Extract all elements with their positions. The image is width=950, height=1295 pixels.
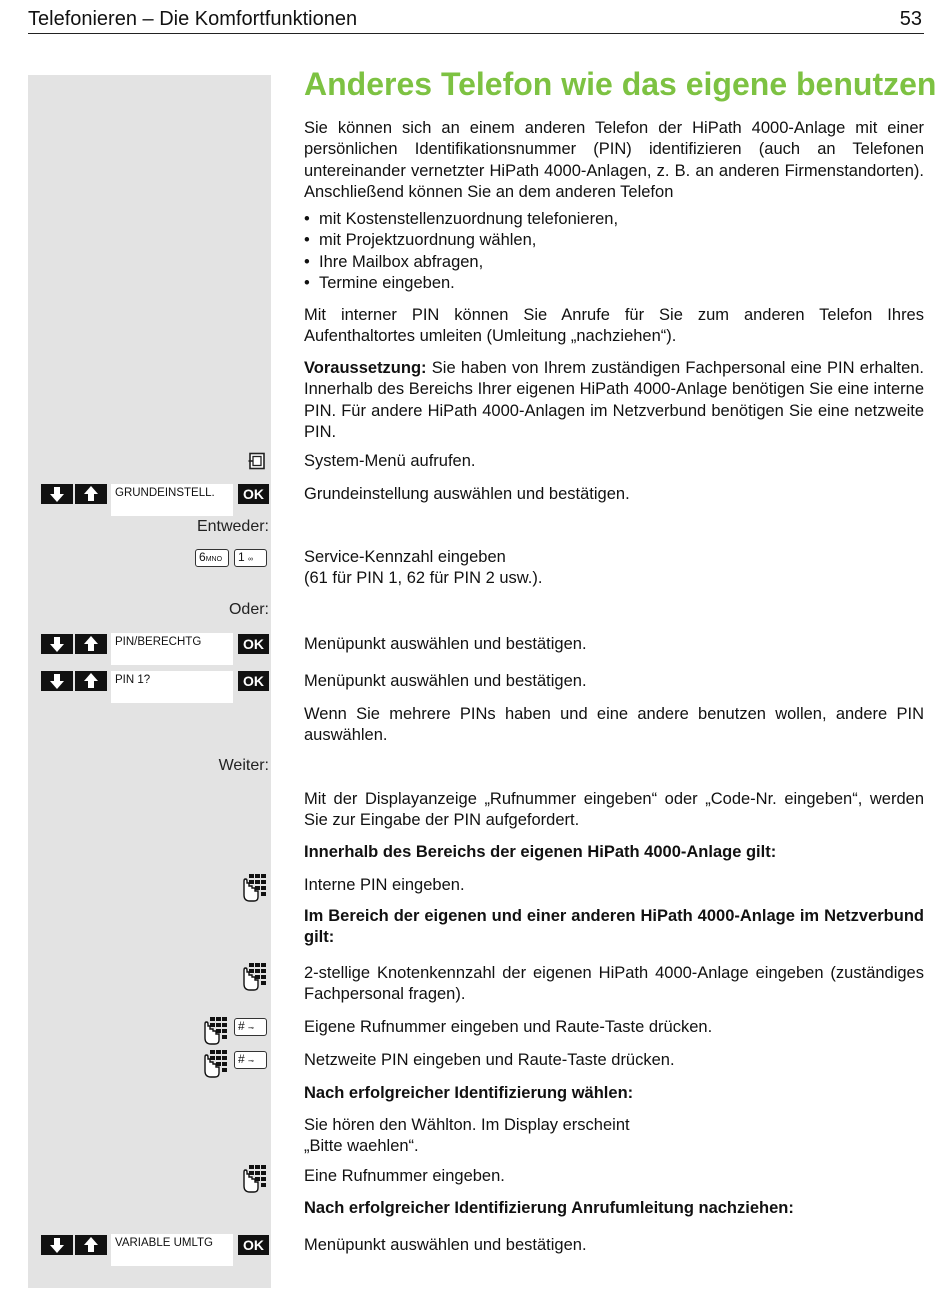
list-item: • mit Kostenstellenzuordnung telefonieren, — [304, 209, 924, 230]
hash-key-symbol: ⊸ — [248, 1058, 254, 1065]
step-basic-setting: Grundeinstellung auswählen und bestätigen. — [304, 485, 630, 503]
label-or: Oder: — [228, 601, 269, 618]
step-service-code: Service-Kennzahl eingeben — [304, 548, 506, 566]
step-own-number: Eigene Rufnummer eingeben und Raute-Taste drücken. — [304, 1018, 713, 1036]
ok-button[interactable]: OK — [238, 671, 269, 691]
list-item: • Ihre Mailbox abfragen, — [304, 252, 924, 273]
heading-after-identification: Nach erfolgreicher Identifizierung wählen: — [304, 1084, 634, 1102]
hash-key-label: # — [238, 1019, 245, 1033]
prerequisite-text: Sie haben von Ihrem zuständigen Fachpersonal eine PIN erhalten. Innerhalb des Bereichs Ihrer eigenen HiPath 4000-Anlage benötigen Sie eine interne PIN. Für andere HiPath 4000-Anlagen im Netzverbund benötigen Sie eine netzweite PIN. — [304, 359, 924, 441]
keypad-hand-icon[interactable] — [240, 873, 268, 908]
keypad-hand-icon[interactable] — [240, 962, 268, 997]
step-enter-number: Eine Rufnummer eingeben. — [304, 1167, 505, 1185]
step-internal-pin: Interne PIN eingeben. — [304, 876, 465, 894]
arrow-down-icon[interactable] — [41, 1235, 73, 1255]
dial-tone-display: „Bitte waehlen“. — [304, 1137, 419, 1155]
header-title: Telefonieren – Die Komfortfunktionen — [28, 8, 358, 30]
arrow-up-icon[interactable] — [75, 484, 107, 504]
key-6-label: 6 — [199, 550, 206, 564]
prerequisite-paragraph — [304, 358, 924, 443]
step-select-confirm: Menüpunkt auswählen und bestätigen. — [304, 1236, 587, 1254]
display-field: PIN 1? — [111, 671, 233, 703]
arrow-down-icon[interactable] — [41, 634, 73, 654]
step-multiple-pins: Wenn Sie mehrere PINs haben und eine andere benutzen wollen, andere PIN auswählen. — [304, 705, 924, 745]
arrow-up-icon[interactable] — [75, 634, 107, 654]
page-number: 53 — [899, 8, 922, 30]
heading-internal: Innerhalb des Bereichs der eigenen HiPath 4000-Anlage gilt: — [304, 843, 777, 861]
heading-network: Im Bereich der eigenen und einer anderen HiPath 4000-Anlage im Netzverbund gilt: — [304, 907, 924, 947]
key-1[interactable] — [234, 549, 267, 567]
key-6-letters: MNO — [205, 556, 223, 563]
arrow-up-icon[interactable] — [75, 671, 107, 691]
heading-forward: Nach erfolgreicher Identifizierung Anrufumleitung nachziehen: — [304, 1199, 794, 1217]
dial-tone-text: Sie hören den Wählton. Im Display erscheint — [304, 1116, 630, 1134]
prerequisite-label: Voraussetzung: — [304, 359, 427, 377]
keypad-hand-icon[interactable] — [240, 1164, 268, 1199]
system-menu-icon[interactable] — [248, 452, 266, 475]
feature-list — [304, 209, 924, 294]
key-1-label: 1 — [238, 550, 245, 564]
step-select-confirm: Menüpunkt auswählen und bestätigen. — [304, 635, 587, 653]
pin-paragraph: Mit interner PIN können Sie Anrufe für Sie zum anderen Telefon Ihres Aufenthaltortes umleiten (Umleitung „nachziehen“). — [304, 306, 924, 346]
hash-key-symbol: ⊸ — [248, 1025, 254, 1032]
intro-paragraph: Sie können sich an einem anderen Telefon der HiPath 4000-Anlage mit einer persönlichen Identifikationsnummer (PIN) identifizieren (auch an Telefonen untereinander vernetzter HiPath 4000-Anlagen, z. B. an anderen Firmenstandorten). Anschließend können Sie an dem anderen Telefon — [304, 119, 924, 201]
arrow-down-icon[interactable] — [41, 671, 73, 691]
label-next: Weiter: — [218, 757, 269, 774]
key-1-symbol: ∞ — [248, 556, 254, 563]
step-select-confirm: Menüpunkt auswählen und bestätigen. — [304, 672, 587, 690]
list-item: • mit Projektzuordnung wählen, — [304, 230, 924, 251]
step-service-code-note: (61 für PIN 1, 62 für PIN 2 usw.). — [304, 569, 543, 587]
hash-key[interactable] — [234, 1051, 267, 1069]
label-either: Entweder: — [196, 518, 269, 535]
ok-button[interactable]: OK — [238, 634, 269, 654]
ok-button[interactable]: OK — [238, 484, 269, 504]
keypad-hand-icon[interactable] — [201, 1049, 229, 1084]
step-system-menu: System-Menü aufrufen. — [304, 452, 476, 470]
page-header — [28, 6, 924, 34]
hash-key[interactable] — [234, 1018, 267, 1036]
arrow-down-icon[interactable] — [41, 484, 73, 504]
display-field: GRUNDEINSTELL. — [111, 484, 233, 516]
section-title: Anderes Telefon wie das eigene benutzen — [304, 66, 937, 102]
key-6[interactable] — [195, 549, 229, 567]
hash-key-label: # — [238, 1052, 245, 1066]
display-field: PIN/BERECHTG — [111, 633, 233, 665]
display-prompt-paragraph: Mit der Displayanzeige „Rufnummer eingeben“ oder „Code-Nr. eingeben“, werden Sie zur Eingabe der PIN aufgefordert. — [304, 790, 924, 830]
keypad-hand-icon[interactable] — [201, 1016, 229, 1051]
step-network-pin: Netzweite PIN eingeben und Raute-Taste drücken. — [304, 1051, 675, 1069]
arrow-up-icon[interactable] — [75, 1235, 107, 1255]
ok-button[interactable]: OK — [238, 1235, 269, 1255]
display-field: VARIABLE UMLTG — [111, 1234, 233, 1266]
list-item: • Termine eingeben. — [304, 273, 924, 294]
step-node-code: 2-stellige Knotenkennzahl der eigenen HiPath 4000-Anlage eingeben (zuständiges Fachpersonal fragen). — [304, 964, 924, 1004]
